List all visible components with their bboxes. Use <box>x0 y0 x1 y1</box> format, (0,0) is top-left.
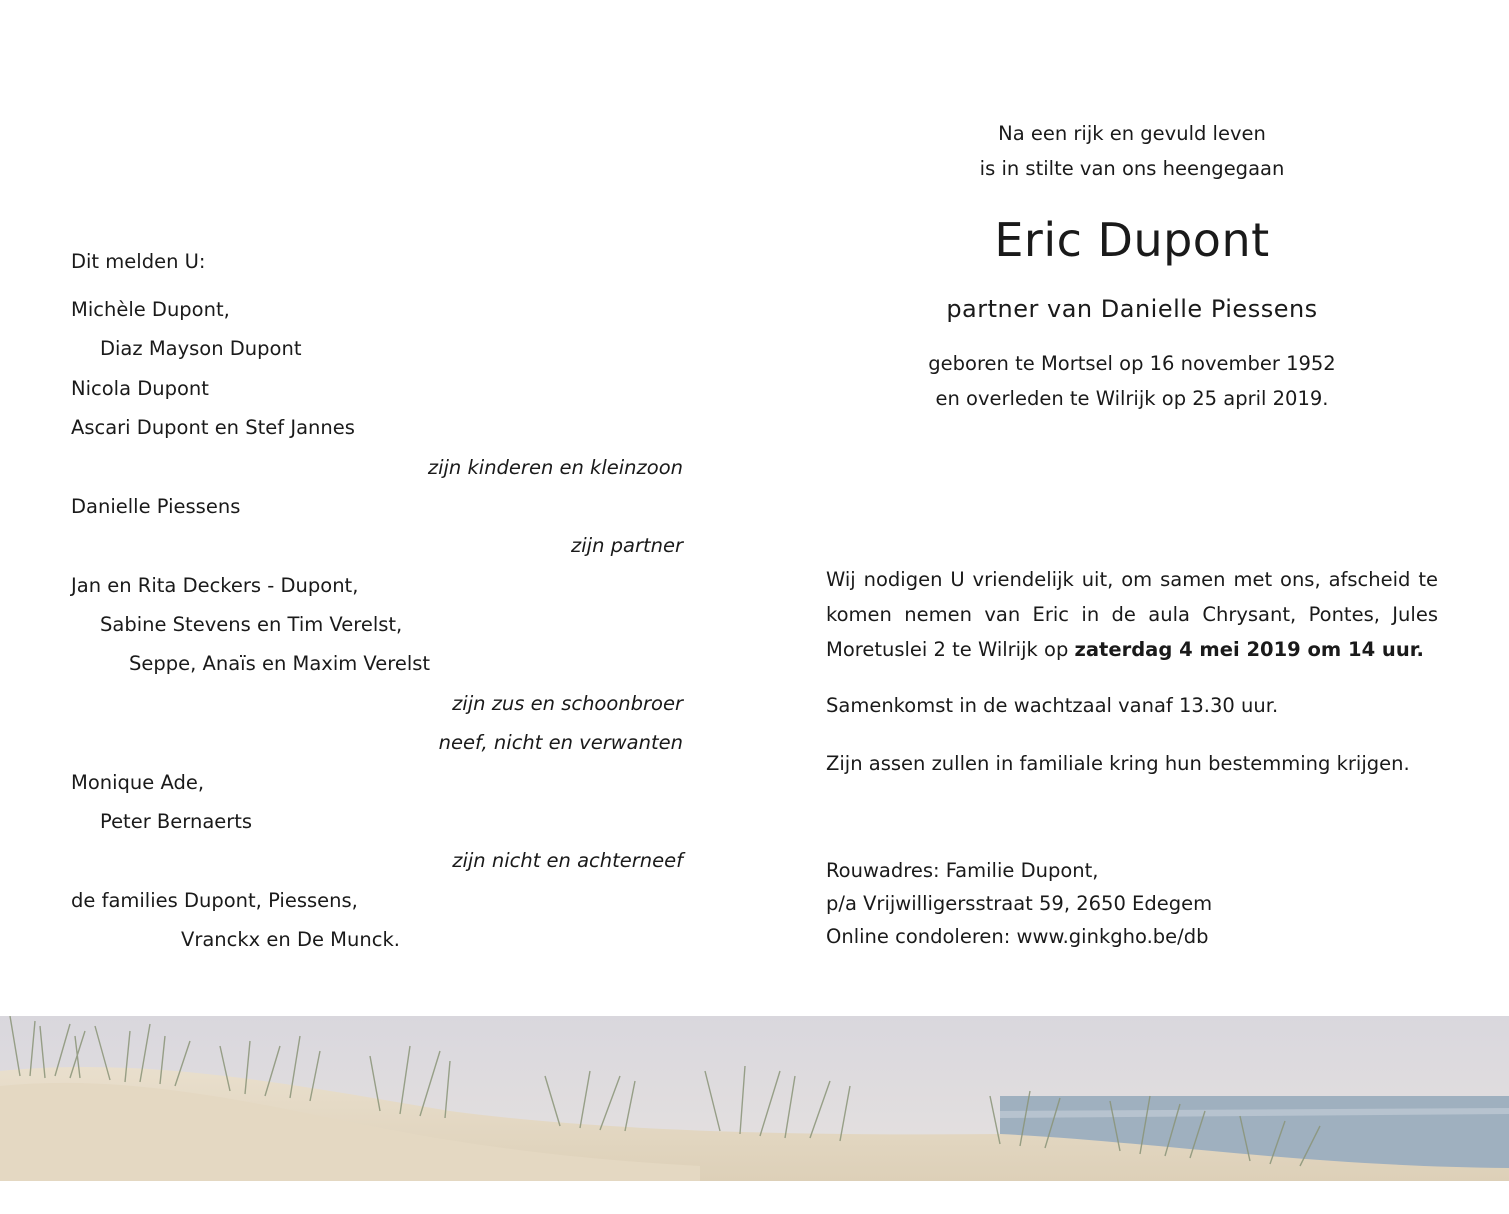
announcer-name: Vranckx en De Munck. <box>181 928 400 951</box>
invitation-paragraph <box>826 562 1438 667</box>
mourning-address <box>826 854 1212 953</box>
announcer-name: Michèle Dupont, <box>71 298 230 321</box>
announcer-name: Ascari Dupont en Stef Jannes <box>71 416 355 439</box>
gathering-text: Samenkomst in de wachtzaal vanaf 13.30 uur. <box>826 694 1279 717</box>
invitation-text: Wij nodigen U vriendelijk uit, om samen met ons, afscheid te komen nemen van Eric in de aula Chrysant, Pontes, Jules Moretuslei 2 te Wilrijk op <box>826 568 1438 661</box>
relationship-label: zijn nicht en achterneef <box>452 849 683 872</box>
death-line: en overleden te Wilrijk op 25 april 2019. <box>935 387 1329 410</box>
announcer-name: Nicola Dupont <box>71 377 209 400</box>
announcer-name: Jan en Rita Deckers - Dupont, <box>71 574 359 597</box>
relationship-label: zijn kinderen en kleinzoon <box>427 456 683 479</box>
announcer-name: Monique Ade, <box>71 771 205 794</box>
relationship-label: neef, nicht en verwanten <box>438 731 683 754</box>
intro-text <box>826 116 1438 186</box>
announcer-name: Seppe, Anaïs en Maxim Verelst <box>129 652 431 675</box>
intro-line-1: Na een rijk en gevuld leven <box>998 122 1266 145</box>
invitation-date: zaterdag 4 mei 2019 om 14 uur. <box>1074 638 1424 661</box>
online-condolence-line: Online condoleren: www.ginkgho.be/db <box>826 925 1209 948</box>
announcers-heading: Dit melden U: <box>71 250 206 273</box>
deceased-name: Eric Dupont <box>994 213 1270 267</box>
address-line-1: Rouwadres: Familie Dupont, <box>826 859 1099 882</box>
birth-line: geboren te Mortsel op 16 november 1952 <box>928 352 1336 375</box>
life-dates <box>826 346 1438 416</box>
ashes-text: Zijn assen zullen in familiale kring hun bestemming krijgen. <box>826 752 1410 775</box>
relationship-label: zijn zus en schoonbroer <box>452 692 683 715</box>
announcer-name: Danielle Piessens <box>71 495 241 518</box>
announcer-name: de families Dupont, Piessens, <box>71 889 358 912</box>
partner-line: partner van Danielle Piessens <box>946 295 1318 323</box>
dunes-banner-image <box>0 1016 1509 1181</box>
announcer-name: Peter Bernaerts <box>100 810 253 833</box>
intro-line-2: is in stilte van ons heengegaan <box>979 157 1285 180</box>
address-line-2: p/a Vrijwilligersstraat 59, 2650 Edegem <box>826 892 1213 915</box>
announcer-name: Sabine Stevens en Tim Verelst, <box>100 613 403 636</box>
announcer-name: Diaz Mayson Dupont <box>100 337 302 360</box>
relationship-label: zijn partner <box>571 534 683 557</box>
